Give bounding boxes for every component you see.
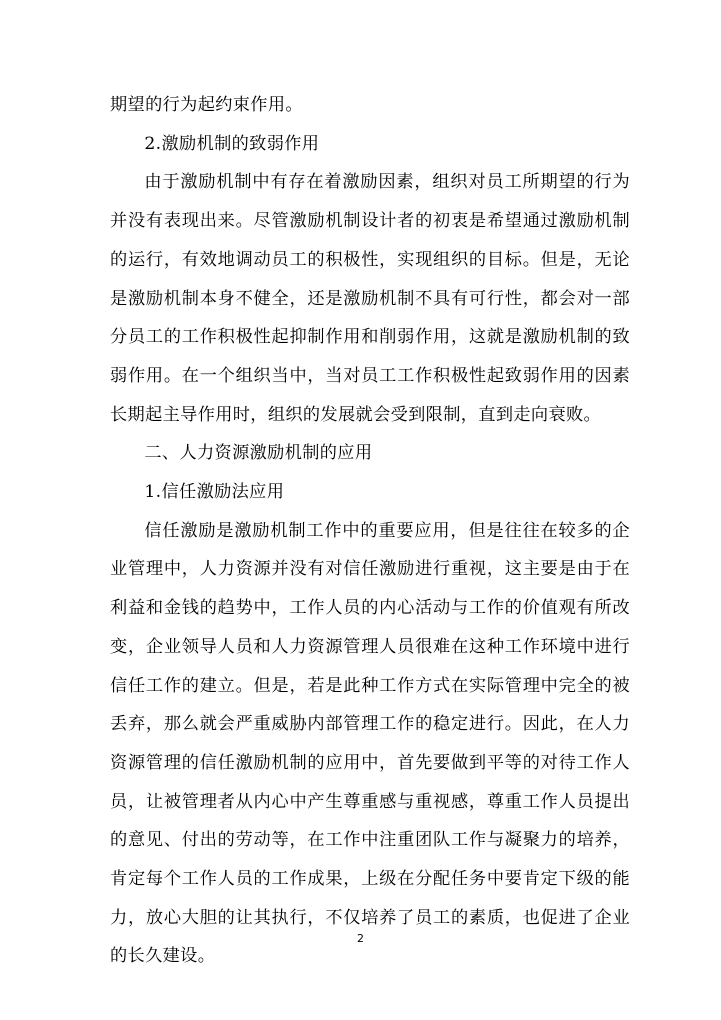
paragraph-6: 信任激励是激励机制工作中的重要应用，但是往往在较多的企业管理中，人力资源并没有对信任激励进行重视，这主要是由于在利益和金钱的趋势中，工作人员的内心活动与工作的价值观有所改变，企业领导人员和人力资源管理人员很难在这种工作环境中进行信任工作的建立。但是，若是此种工作方式在实际管理中完全的被丢弃，那么就会严重威胁内部管理工作的稳定进行。因此，在人力资源管理的信任激励机制的应用中，首先要做到平等的对待工作人员，让被管理者从内心中产生尊重感与重视感，尊重工作人员提出的意见、付出的劳动等，在工作中注重团队工作与凝聚力的培养，肯定每个工作人员的工作成果，上级在分配任务中要肯定下级的能力，放心大胆的让其执行，不仅培养了员工的素质，也促进了企业的长久建设。 [110, 520, 630, 967]
subsection-heading-5: 1.信任激励法应用 [144, 482, 285, 503]
paragraph-3: 由于激励机制中有存在着激励因素，组织对员工所期望的行为并没有表现出来。尽管激励机制设计者的初衷是希望通过激励机制的运行，有效地调动员工的积极性，实现组织的目标。但是，无论是激励机制本身不健全，还是激励机制不具有可行性，都会对一部分员工的工作积极性起抑制作用和削弱作用，这就是激励机制的致弱作用。在一个组织当中，当对员工工作积极性起致弱作用的因素长期起主导作用时，组织的发展就会受到限制，直到走向衰败。 [110, 172, 630, 425]
page-number: 2 [357, 932, 364, 945]
body-text [110, 86, 630, 976]
paragraph-1: 期望的行为起约束作用。 [110, 95, 303, 115]
section-heading-4: 二、人力资源激励机制的应用 [144, 443, 373, 464]
section-heading-2: 2.激励机制的致弱作用 [144, 133, 320, 154]
